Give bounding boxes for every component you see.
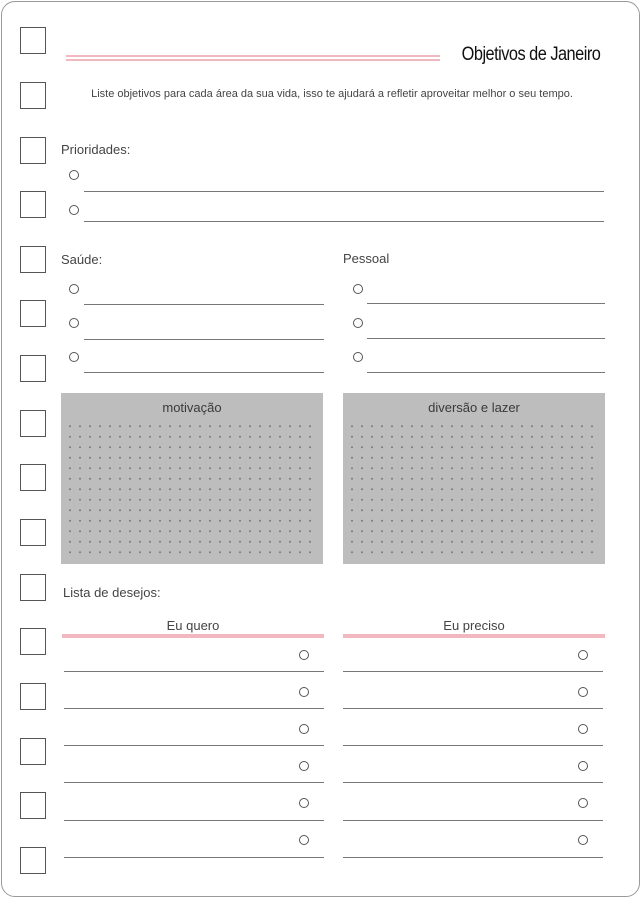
want-line[interactable] [64,820,324,821]
wishlist-want-bar [62,634,324,638]
need-line[interactable] [343,820,603,821]
diversao-title: diversão e lazer [428,400,520,415]
margin-checkbox[interactable] [20,246,46,273]
diversao-box[interactable] [343,393,605,564]
page-title: Objetivos de Janeiro [461,44,601,65]
health-checkbox[interactable] [69,352,79,362]
margin-checkbox[interactable] [20,519,46,546]
margin-checkbox[interactable] [20,137,46,164]
need-line[interactable] [343,782,603,783]
margin-checkbox[interactable] [20,574,46,601]
margin-checkbox[interactable] [20,464,46,491]
want-checkbox[interactable] [299,835,309,845]
wishlist-need-header: Eu preciso [443,618,505,633]
dot-grid [65,421,319,560]
health-checkbox[interactable] [69,318,79,328]
want-line[interactable] [64,745,324,746]
personal-checkbox[interactable] [353,318,363,328]
priority-checkbox[interactable] [69,205,79,215]
section-label-wishlist: Lista de desejos: [63,585,161,600]
dot-grid [347,421,601,560]
margin-checkbox[interactable] [20,683,46,710]
margin-checkbox[interactable] [20,27,46,54]
margin-checkbox[interactable] [20,300,46,327]
want-checkbox[interactable] [299,798,309,808]
margin-checkbox[interactable] [20,82,46,109]
wishlist-need-bar [343,634,605,638]
margin-checkbox[interactable] [20,410,46,437]
want-checkbox[interactable] [299,687,309,697]
section-label-pessoal: Pessoal [343,251,390,266]
priority-line[interactable] [84,221,604,222]
personal-checkbox[interactable] [353,284,363,294]
want-line[interactable] [64,857,324,858]
personal-line[interactable] [367,338,605,339]
want-checkbox[interactable] [299,724,309,734]
want-line[interactable] [64,708,324,709]
section-label-saude: Saúde: [61,252,103,267]
margin-checkbox[interactable] [20,738,46,765]
health-checkbox[interactable] [69,284,79,294]
priority-checkbox[interactable] [69,170,79,180]
want-line[interactable] [64,671,324,672]
intro-text: Liste objetivos para cada área da sua vida, isso te ajudará a refletir aproveitar melhor o seu tempo. [91,88,573,100]
health-line[interactable] [84,304,324,305]
health-line[interactable] [84,372,324,373]
personal-line[interactable] [367,372,605,373]
want-line[interactable] [64,782,324,783]
want-checkbox[interactable] [299,761,309,771]
motivacao-title: motivação [162,400,222,415]
need-line[interactable] [343,857,603,858]
wishlist-want-header: Eu quero [166,618,220,633]
motivacao-box[interactable] [61,393,323,564]
title-decoration-lines [66,55,440,61]
need-checkbox[interactable] [578,724,588,734]
priority-line[interactable] [84,191,604,192]
personal-checkbox[interactable] [353,352,363,362]
personal-line[interactable] [367,303,605,304]
margin-checkbox[interactable] [20,191,46,218]
margin-checkbox[interactable] [20,355,46,382]
margin-checkbox[interactable] [20,628,46,655]
want-checkbox[interactable] [299,650,309,660]
need-checkbox[interactable] [578,798,588,808]
need-checkbox[interactable] [578,835,588,845]
margin-checkbox[interactable] [20,847,46,874]
planner-page [1,1,640,897]
need-line[interactable] [343,708,603,709]
need-checkbox[interactable] [578,761,588,771]
need-line[interactable] [343,671,603,672]
margin-checkbox[interactable] [20,792,46,819]
health-line[interactable] [84,339,324,340]
section-label-prioridades: Prioridades: [61,142,131,157]
need-checkbox[interactable] [578,687,588,697]
need-line[interactable] [343,745,603,746]
need-checkbox[interactable] [578,650,588,660]
